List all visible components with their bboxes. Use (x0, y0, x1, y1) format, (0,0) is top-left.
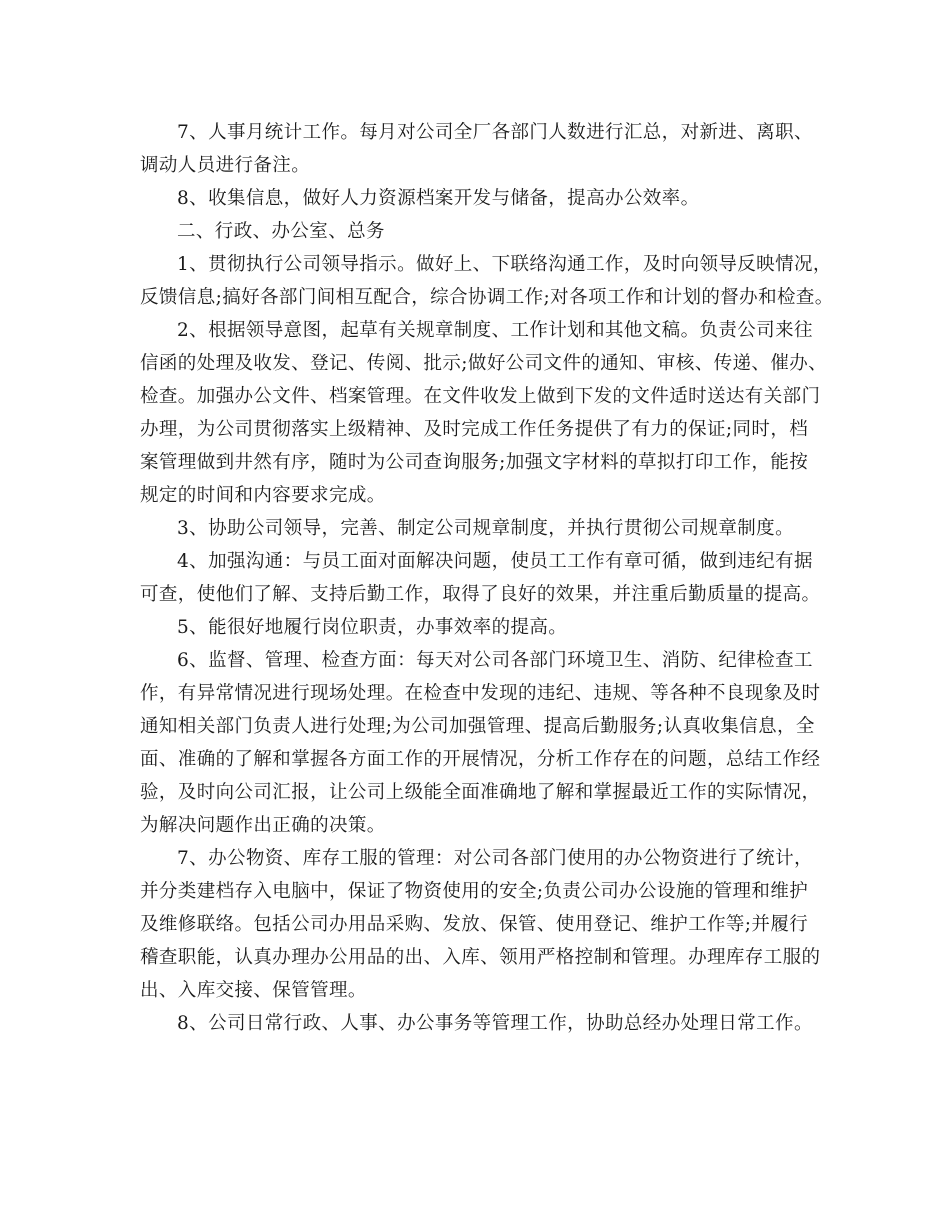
text-line: 作，有异常情况进行现场处理。在检查中发现的违纪、违规、等各种不良现象及时 (140, 683, 821, 704)
text-line: 检查。加强办公文件、档案管理。在文件收发上做到下发的文件适时送达有关部门 (140, 386, 821, 407)
document-page (140, 116, 840, 1040)
text-line: 并分类建档存入电脑中，保证了物资使用的安全;负责公司办公设施的管理和维护 (140, 881, 809, 902)
text-line: 7、办公物资、库存工服的管理：对公司各部门使用的办公物资进行了统计， (177, 848, 813, 869)
text-line: 出、入库交接、保管管理。 (140, 980, 367, 1001)
text-line: 面、准确的了解和掌握各方面工作的开展情况，分析工作存在的问题，总结工作经 (140, 749, 821, 770)
text-line: 反馈信息;搞好各部门间相互配合，综合协调工作;对各项工作和计划的督办和检查。 (140, 287, 834, 308)
text-line: 规定的时间和内容要求完成。 (140, 485, 386, 506)
text-line: 4、加强沟通：与员工面对面解决问题，使员工工作有章可循，做到违纪有据 (177, 551, 813, 572)
text-line: 及维修联络。包括公司办用品采购、发放、保管、使用登记、维护工作等;并履行 (140, 914, 809, 935)
text-line: 稽查职能，认真办理办公用品的出、入库、领用严格控制和管理。办理库存工服的 (140, 947, 821, 968)
text-line: 8、收集信息，做好人力资源档案开发与储备，提高办公效率。 (177, 188, 700, 209)
text-line: 3、协助公司领导，完善、制定公司规章制度，并执行贯彻公司规章制度。 (177, 518, 794, 539)
text-line: 8、公司日常行政、人事、办公事务等管理工作，协助总经办处理日常工作。 (177, 1013, 813, 1034)
text-line: 通知相关部门负责人进行处理;为公司加强管理、提高后勤服务;认真收集信息，全 (140, 716, 815, 737)
text-line: 办理，为公司贯彻落实上级精神、及时完成工作任务提供了有力的保证;同时，档 (140, 419, 809, 440)
text-line: 案管理做到井然有序，随时为公司查询服务;加强文字材料的草拟打印工作，能按 (140, 452, 809, 473)
text-line: 7、人事月统计工作。每月对公司全厂各部门人数进行汇总，对新进、离职、 (177, 122, 813, 143)
text-line: 调动人员进行备注。 (140, 155, 311, 176)
text-line: 5、能很好地履行岗位职责，办事效率的提高。 (177, 617, 568, 638)
text-line: 信函的处理及收发、登记、传阅、批示;做好公司文件的通知、审核、传递、催办、 (140, 353, 828, 374)
text-line: 6、监督、管理、检查方面：每天对公司各部门环境卫生、消防、纪律检查工 (177, 650, 813, 671)
text-line: 2、根据领导意图，起草有关规章制度、工作计划和其他文稿。负责公司来往 (177, 320, 813, 341)
text-line: 验，及时向公司汇报，让公司上级能全面准确地了解和掌握最近工作的实际情况， (140, 782, 821, 803)
text-line: 可查，使他们了解、支持后勤工作，取得了良好的效果，并注重后勤质量的提高。 (140, 584, 821, 605)
section-heading: 二、行政、办公室、总务 (177, 221, 385, 242)
text-line: 1、贯彻执行公司领导指示。做好上、下联络沟通工作，及时向领导反映情况， (177, 254, 832, 275)
text-line: 为解决问题作出正确的决策。 (140, 815, 386, 836)
